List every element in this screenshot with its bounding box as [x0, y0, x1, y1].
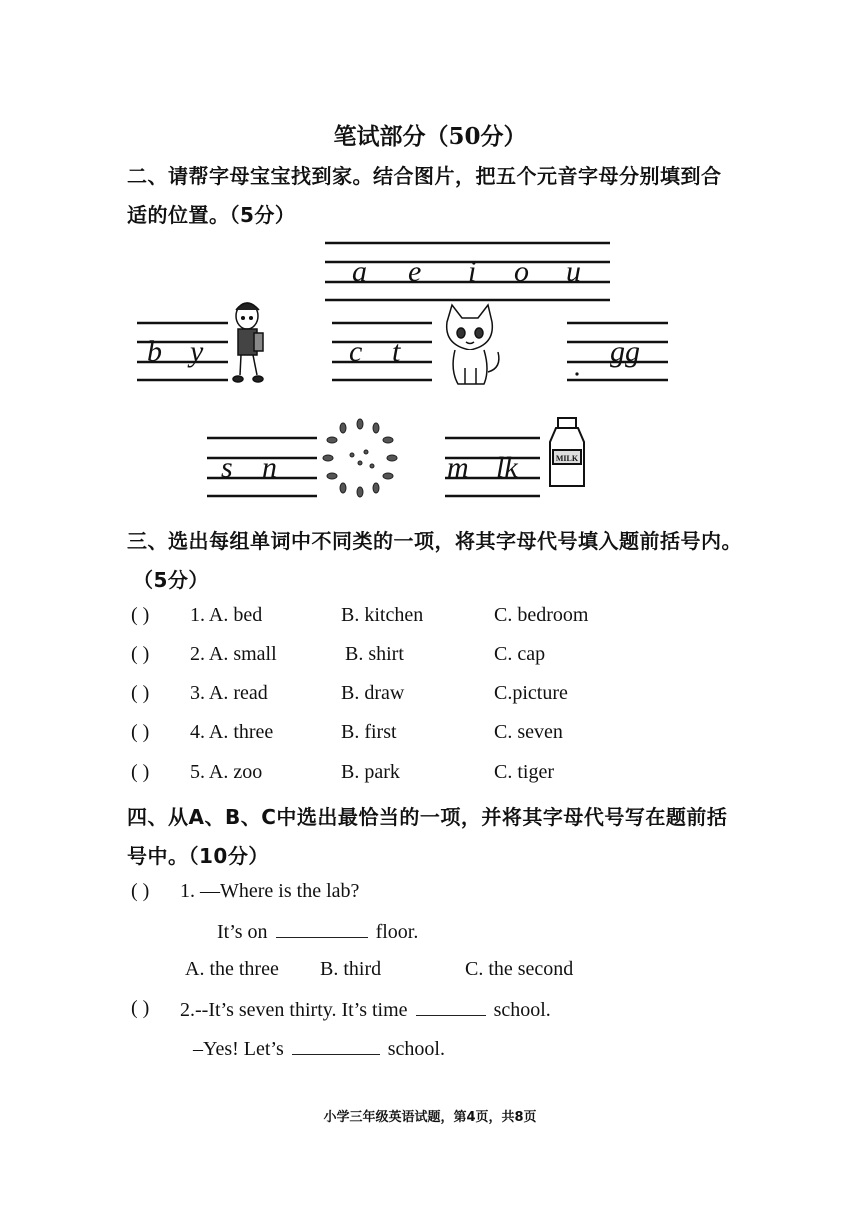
- word-sun-left: s: [221, 451, 233, 484]
- s3-item3-bracket[interactable]: ( ): [131, 682, 150, 704]
- section4-heading-line1: 四、从A、B、C中选出最恰当的一项，并将其字母代号写在题前括: [127, 805, 728, 829]
- s4-q1-blank[interactable]: [276, 919, 368, 938]
- s3-item2-option-c: C. cap: [494, 643, 546, 665]
- s4-q1-option-a: A. the three: [185, 958, 279, 980]
- s4-q1-answer-pre: It’s on: [217, 921, 268, 943]
- word-egg-right: gg: [610, 335, 640, 368]
- s4-q2-bracket[interactable]: ( ): [131, 997, 150, 1019]
- section2-heading-line1: 二、请帮字母宝宝找到家。结合图片，把五个元音字母分别填到合: [127, 164, 722, 188]
- s3-item2-option-b: B. shirt: [345, 643, 404, 665]
- section4-heading-line2: 号中。（10分）: [127, 844, 269, 868]
- s3-item4-question: 4. A. three: [190, 721, 274, 743]
- word-milk-right: lk: [496, 451, 518, 484]
- s4-q1-question: 1. —Where is the lab?: [180, 880, 360, 902]
- vowel-e: e: [408, 255, 422, 288]
- s4-q1-option-b: B. third: [320, 958, 382, 980]
- s3-item5-question: 5. A. zoo: [190, 761, 263, 783]
- s3-item4-option-b: B. first: [341, 721, 397, 743]
- s4-q2-blank2[interactable]: [292, 1036, 380, 1055]
- word-milk-left: m: [447, 451, 469, 484]
- s3-item1-question: 1. A. bed: [190, 604, 263, 626]
- s3-item5-option-c: C. tiger: [494, 761, 554, 783]
- s4-q2-blank1[interactable]: [416, 997, 486, 1016]
- s4-q2-question-pre: 2.--It’s seven thirty. It’s time: [180, 999, 408, 1021]
- s3-item1-option-c: C. bedroom: [494, 604, 589, 626]
- section3-heading-line1: 三、选出每组单词中不同类的一项，将其字母代号填入题前括号内。: [127, 529, 742, 553]
- egg-dot: [575, 372, 578, 375]
- section3-heading-line2: （5分）: [133, 568, 209, 592]
- s4-q2-answer-post: school.: [387, 1038, 445, 1060]
- milk-picture: [550, 418, 584, 486]
- s3-item3-option-c: C.picture: [494, 682, 568, 704]
- vowel-exercise-figure: [0, 230, 860, 505]
- s3-item1-option-b: B. kitchen: [341, 604, 424, 626]
- vowel-o: o: [514, 255, 529, 288]
- section2-heading-line2: 适的位置。（5分）: [127, 203, 296, 227]
- word-cat-left: c: [349, 335, 363, 368]
- s3-item5-option-b: B. park: [341, 761, 400, 783]
- word-cat-right: t: [392, 335, 401, 368]
- s4-q1-answer: [217, 919, 418, 944]
- s4-q2-answer-pre: –Yes! Let’s: [193, 1038, 284, 1060]
- s4-q1-bracket[interactable]: ( ): [131, 880, 150, 902]
- word-grid-cat: [332, 323, 432, 380]
- s4-q2-question: [180, 997, 551, 1022]
- cat-picture: [447, 305, 499, 384]
- s4-q1-option-c: C. the second: [465, 958, 574, 980]
- page-title: 笔试部分（50分）: [333, 123, 527, 150]
- word-boy-left: b: [147, 335, 162, 368]
- s4-q1-answer-post: floor.: [375, 921, 419, 943]
- s3-item3-question: 3. A. read: [190, 682, 268, 704]
- milk-label: MILK: [555, 454, 579, 463]
- vowel-i: i: [468, 255, 477, 288]
- s4-q2-answer: [193, 1036, 445, 1061]
- s3-item3-option-b: B. draw: [341, 682, 405, 704]
- s3-item4-option-c: C. seven: [494, 721, 563, 743]
- s3-item2-question: 2. A. small: [190, 643, 277, 665]
- vowel-a: a: [352, 255, 367, 288]
- s3-item4-bracket[interactable]: ( ): [131, 721, 150, 743]
- s3-item2-bracket[interactable]: ( ): [131, 643, 150, 665]
- boy-picture: [233, 303, 263, 382]
- s3-item5-bracket[interactable]: ( ): [131, 761, 150, 783]
- sun-picture: [323, 419, 397, 497]
- s3-item1-bracket[interactable]: ( ): [131, 604, 150, 626]
- s4-q2-question-post: school.: [493, 999, 551, 1021]
- page-footer: 小学三年级英语试题，第4页，共8页: [323, 1110, 537, 1125]
- word-sun-right: n: [262, 451, 277, 484]
- vowel-u: u: [566, 255, 581, 288]
- word-boy-right: y: [190, 335, 204, 368]
